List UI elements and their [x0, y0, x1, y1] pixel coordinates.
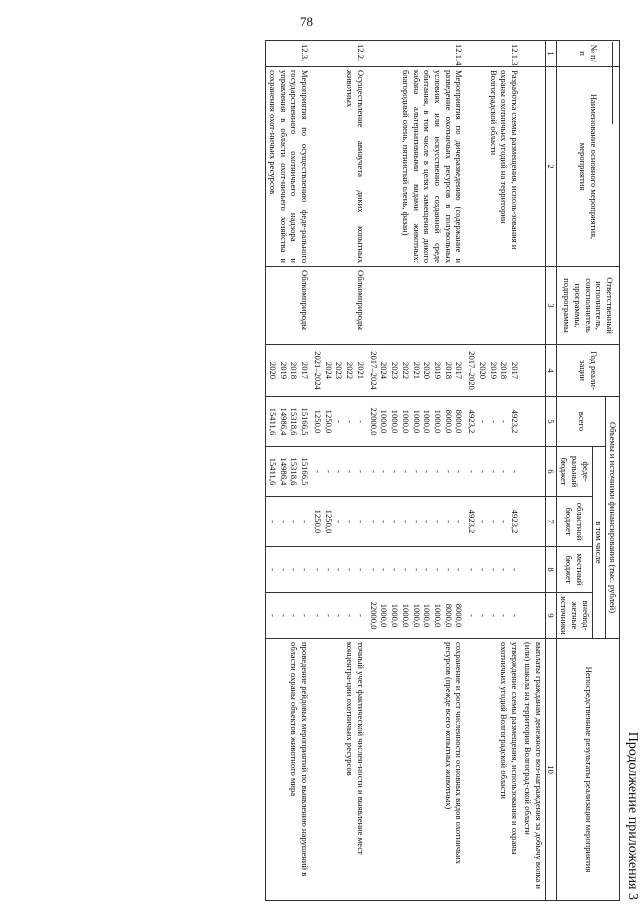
row-local: [266, 547, 311, 593]
row-regional: [465, 497, 521, 547]
colnum: 4: [545, 345, 557, 397]
header-year: Год реали-зации: [557, 345, 620, 397]
row-extrabudget: [311, 593, 367, 639]
row-years: [465, 345, 521, 397]
header-federal: феде-ральный бюджет: [557, 447, 592, 497]
row-extrabudget: [521, 593, 545, 639]
row-total: [266, 397, 311, 447]
row-num: 12.2.: [311, 41, 367, 67]
row-extrabudget: [465, 593, 521, 639]
colnum: 6: [545, 447, 557, 497]
row-federal: [367, 447, 466, 497]
years-list: 2017 2018 2019 2020 2021 2022 2023 2024 2017–2024: [368, 351, 465, 390]
row-executor: [367, 267, 466, 345]
row-num: [521, 41, 545, 67]
table-row: [266, 41, 311, 901]
header-financing: Объемы и источники финансирования (тыс. рублей): [606, 397, 620, 639]
years-list: 2017 2018 2019 2020: [267, 361, 311, 380]
row-regional: [311, 497, 367, 547]
rotated-content: [80, 40, 640, 900]
row-executor: Облкомприроды: [311, 267, 367, 345]
extrabudget-list: - - - - -: [312, 614, 366, 617]
row-num: 12.1.4.: [367, 41, 466, 67]
header-including: в том числе: [592, 447, 606, 639]
header-extrabudget: внебюд-жетные источники: [557, 593, 592, 639]
row-name: [521, 67, 545, 267]
total-list: 4923,2 - - - 4923,2: [467, 409, 521, 434]
row-extrabudget: [367, 593, 466, 639]
extrabudget-list: - - - - -: [467, 614, 521, 617]
row-name: Разработка схемы размещения, исполь-зования и охраны охотничьих угодий на территории Волгоградской области: [465, 67, 521, 267]
row-local: [367, 547, 466, 593]
page-number: 78: [300, 14, 313, 29]
regional-list: 4923,2 - - - 4923,2: [467, 509, 521, 534]
row-result: проведение рейдовых мероприятий по выявлению нарушений в области охраны объектов животного мира: [266, 639, 311, 901]
row-executor: Облкомприроды: [266, 267, 311, 345]
federal-list: 15166,5 15318,6 14986,4 15411,6: [267, 457, 311, 486]
continuation-title: Продолжение приложения 3: [625, 731, 640, 900]
colnum: 8: [545, 547, 557, 593]
row-years: [311, 345, 367, 397]
colnum: 2: [545, 67, 557, 267]
rotated-page-area: [80, 40, 640, 900]
local-list: - - - - -: [467, 568, 521, 571]
row-local: [465, 547, 521, 593]
column-numbers-row: [545, 41, 557, 901]
row-executor: [465, 267, 521, 345]
row-result: сохранение и рост численности основных видов охотничьих ресурсов (прежде всего копытных животных): [367, 639, 466, 901]
row-name: Мероприятия по осуществлению феде-рального государственного охотничьего надзора и управления в области охот-ничьего хозяйства и сохранения охот-ничьих ресурсов: [266, 67, 311, 267]
extrabudget-list: 8000,0 8000,0 1000,0 1000,0 1000,0 1000,0 1000,0 1000,0 22000,0: [368, 601, 465, 630]
table-row: [367, 41, 466, 901]
row-result: выплаты гражданам денежного воз-награждения за добычу волка и (или) шакала на территории Волгоград-ской области: [521, 639, 545, 901]
row-total: [367, 397, 466, 447]
regional-list: - - - -: [267, 520, 311, 523]
row-name: Мероприятия по дичеразведению (содержание и разведение охотничьих ресурсов в полувольных условиях или искусственно созданной среде обитания, в том числе в целях замещения дикого кабана альтернативными видами животных: благородный олень, пятнистый олень, фазан): [367, 67, 466, 267]
total-list: 8000,0 8000,0 1000,0 1000,0 1000,0 1000,0 1000,0 1000,0 22000,0: [368, 407, 465, 436]
row-years: [266, 345, 311, 397]
row-years: [367, 345, 466, 397]
colnum: 9: [545, 593, 557, 639]
row-extrabudget: [266, 593, 311, 639]
local-list: - - - - -: [312, 568, 366, 571]
regional-list: - - - - - - - - -: [368, 520, 465, 523]
table-row: [465, 41, 521, 901]
total-list: - - - 1250,0 1250,0: [312, 409, 366, 434]
header-total: всего: [557, 397, 606, 447]
row-num: 12.3.: [266, 41, 311, 67]
table-row: [311, 41, 367, 901]
row-total: [521, 397, 545, 447]
header-regional: областной бюджет: [557, 497, 592, 547]
financing-table: [265, 40, 620, 901]
row-total: [311, 397, 367, 447]
years-list: 2021 2022 2023 2024 2021–2024: [312, 351, 366, 390]
row-local: [311, 547, 367, 593]
row-total: [465, 397, 521, 447]
local-list: - - - - - - - - -: [368, 568, 465, 571]
local-list: - - - -: [267, 568, 311, 571]
row-num: 12.1.3.: [465, 41, 521, 67]
row-federal: [465, 447, 521, 497]
colnum: 10: [545, 639, 557, 901]
federal-list: - - - - -: [467, 470, 521, 473]
colnum: 5: [545, 397, 557, 447]
row-regional: [521, 497, 545, 547]
header-results: Непосредственные результаты реализации мероприятия: [557, 639, 620, 901]
colnum: 3: [545, 267, 557, 345]
federal-list: - - - - - - - - -: [368, 470, 465, 473]
row-regional: [266, 497, 311, 547]
regional-list: - - - 1250,0 1250,0: [312, 509, 366, 534]
extrabudget-list: - - - -: [267, 614, 311, 617]
header-num: № п/п: [557, 41, 620, 67]
header-executor: Ответственный исполнитель, соисполнитель программы, подпрограммы: [557, 267, 620, 345]
row-name: Осуществление авиаучета диких копытных животных: [311, 67, 367, 267]
row-regional: [367, 497, 466, 547]
years-list: 2017 2018 2019 2020 2017–2020: [467, 351, 521, 390]
row-result: точный учет фактической числен-ности и выявление мест концентра-ции охотничьих ресурсов: [311, 639, 367, 901]
row-federal: [521, 447, 545, 497]
colnum: 1: [545, 41, 557, 67]
header-local: местный бюджет: [557, 547, 592, 593]
header-name: Наименование основного мероприятия, мероприятия: [557, 67, 620, 267]
row-local: [521, 547, 545, 593]
table-row: [521, 41, 545, 901]
row-years: [521, 345, 545, 397]
colnum: 7: [545, 497, 557, 547]
row-executor: [521, 267, 545, 345]
row-result: утверждение схемы размещения, использования и охраны охотничьих угодий Волгоградской области: [465, 639, 521, 901]
row-federal: [311, 447, 367, 497]
total-list: 15166,5 15318,6 14986,4 15411,6: [267, 407, 311, 436]
federal-list: - - - - -: [312, 470, 366, 473]
row-federal: [266, 447, 311, 497]
